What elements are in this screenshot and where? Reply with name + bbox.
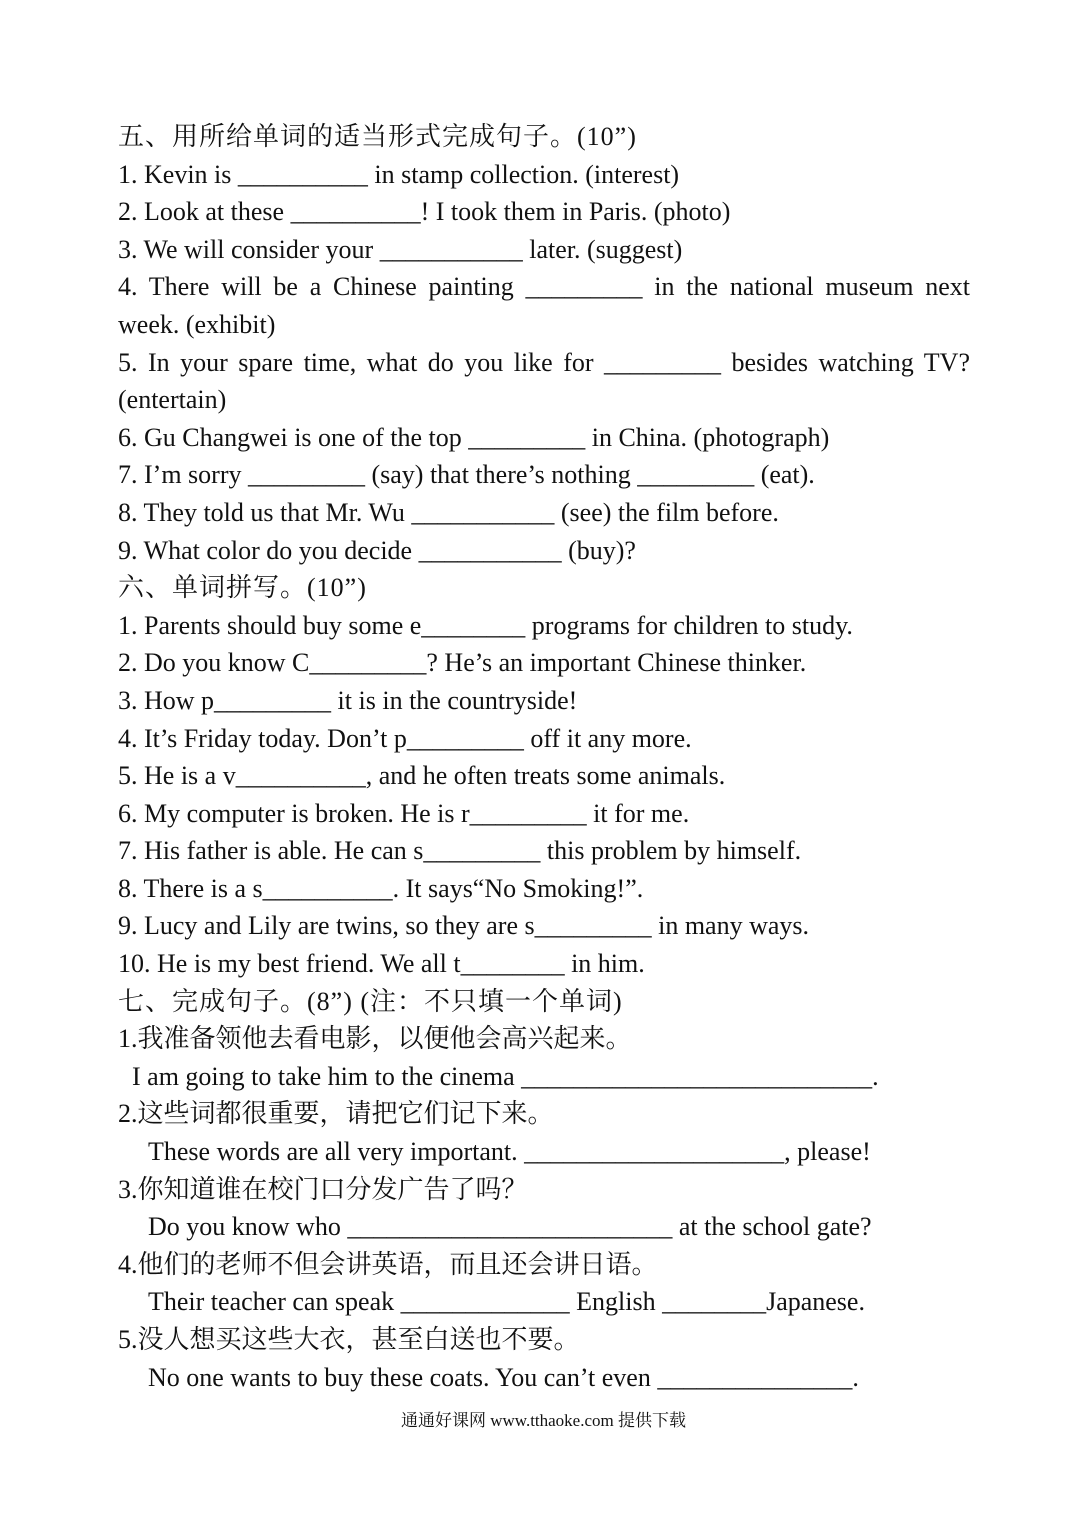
- section-7-heading: 七、完成句子。(8”) (注：不只填一个单词): [118, 986, 623, 1016]
- section-5-item: 7. I’m sorry _________ (say) that there’s nothing _________ (eat).: [118, 460, 815, 490]
- section-6-item: 4. It’s Friday today. Don’t p_________ off it any more.: [118, 723, 692, 753]
- section-5-item: 4. There will be a Chinese painting _________ in the national museum next week. (exhibit): [118, 272, 970, 339]
- section-6-item: 9. Lucy and Lily are twins, so they are s_________ in many ways.: [118, 911, 810, 941]
- section-6-item: 5. He is a v__________, and he often treats some animals.: [118, 761, 726, 791]
- section-5-heading: 五、用所给单词的适当形式完成句子。(10”): [118, 122, 637, 151]
- section-7-english-sentence: Their teacher can speak _____________ English ________Japanese.: [148, 1287, 865, 1317]
- section-7-chinese-prompt: 4.他们的老师不但会讲英语，而且还会讲日语。: [118, 1249, 658, 1279]
- section-6-item: 10. He is my best friend. We all t________ in him.: [118, 949, 645, 979]
- section-7-english-sentence: Do you know who _________________________ at the school gate?: [148, 1212, 872, 1242]
- section-5-item: 5. In your spare time, what do you like for _________ besides watching TV? (entertain): [118, 347, 970, 415]
- section-7-chinese-prompt: 5.没人想买这些大衣，甚至白送也不要。: [118, 1325, 580, 1354]
- section-6-heading: 六、单词拼写。(10”): [118, 573, 367, 603]
- section-7-english-sentence: These words are all very important. ____________________, please!: [148, 1137, 871, 1167]
- section-7-chinese-prompt: 2.这些词都很重要，请把它们记下来。: [118, 1099, 554, 1129]
- section-7-chinese-prompt: 1.我准备领他去看电影，以便他会高兴起来。: [118, 1024, 632, 1054]
- section-6-item: 7. His father is able. He can s_________ this problem by himself.: [118, 836, 802, 866]
- section-5-item: 8. They told us that Mr. Wu ___________ (see) the film before.: [118, 497, 779, 527]
- section-5-item: 3. We will consider your ___________ later. (suggest): [118, 234, 683, 264]
- section-5-item: 1. Kevin is __________ in stamp collection. (interest): [118, 159, 680, 189]
- section-7-english-sentence: No one wants to buy these coats. You can’t even _______________.: [148, 1362, 859, 1392]
- section-6-item: 1. Parents should buy some e________ programs for children to study.: [118, 610, 853, 640]
- section-7-chinese-prompt: 3.你知道谁在校门口分发广告了吗？: [118, 1174, 528, 1204]
- section-6-item: 3. How p_________ it is in the countryside!: [118, 685, 578, 715]
- section-5-item: 2. Look at these __________! I took them in Paris. (photo): [118, 197, 731, 227]
- section-5-item: 9. What color do you decide ___________ (buy)?: [118, 535, 636, 565]
- section-6-item: 8. There is a s__________. It says“No Smoking!”.: [118, 873, 644, 903]
- section-6-item: 2. Do you know C_________? He’s an important Chinese thinker.: [118, 648, 807, 678]
- section-7-english-sentence: I am going to take him to the cinema ___________________________.: [132, 1061, 879, 1091]
- page-footer: 通通好课网 www.tthaoke.com 提供下载: [400, 1411, 687, 1430]
- worksheet-content: [118, 118, 970, 1396]
- section-5-item: 6. Gu Changwei is one of the top _________ in China. (photograph): [118, 422, 830, 452]
- section-6-item: 6. My computer is broken. He is r_________ it for me.: [118, 798, 690, 828]
